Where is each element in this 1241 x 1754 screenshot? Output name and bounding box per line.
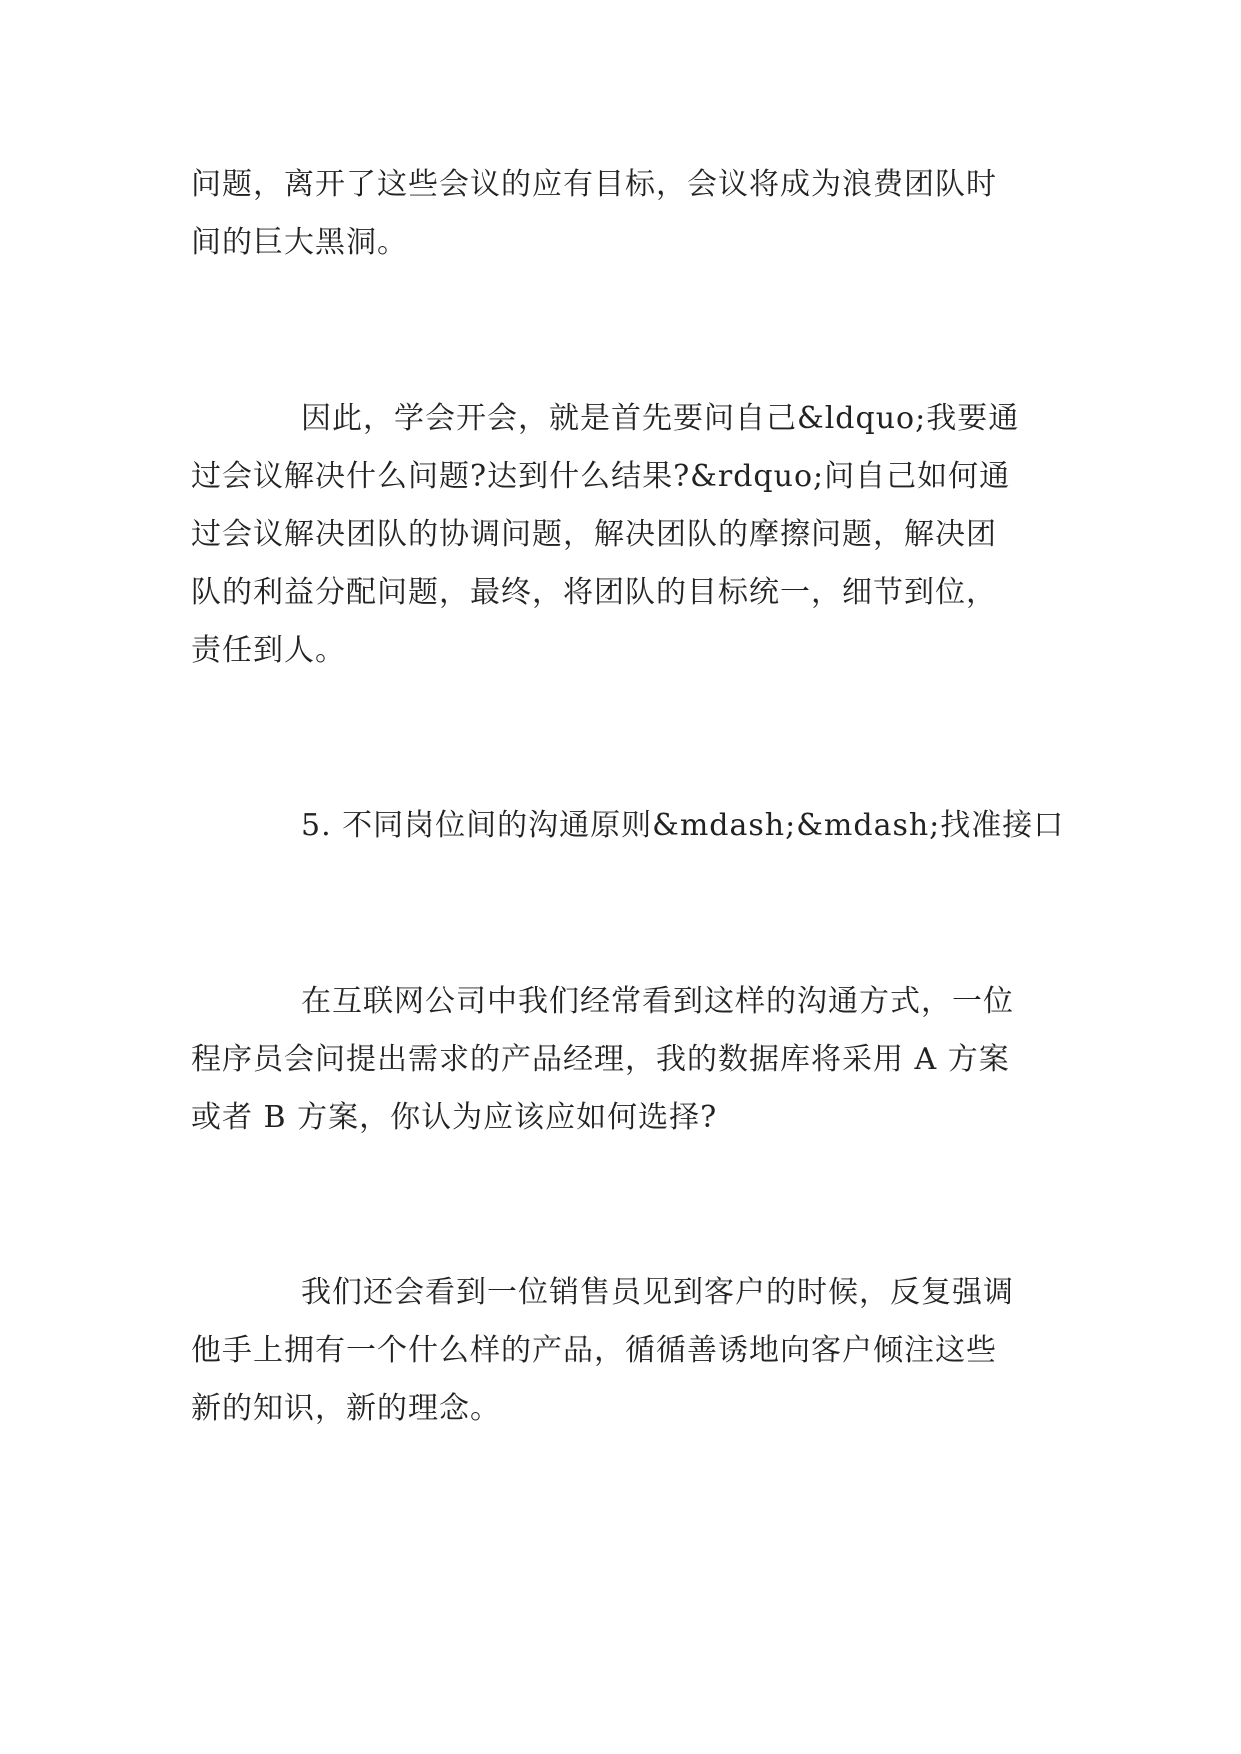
paragraph-line: 间的巨大黑洞。 — [191, 225, 408, 260]
paragraph-line: 因此，学会开会，就是首先要问自己&ldquo;我要通 — [301, 401, 1020, 436]
paragraph-line: 在互联网公司中我们经常看到这样的沟通方式，一位 — [301, 984, 1014, 1019]
paragraph-line: 责任到人。 — [191, 633, 346, 668]
paragraph-line: 新的知识，新的理念。 — [191, 1391, 501, 1426]
paragraph-line: 他手上拥有一个什么样的产品，循循善诱地向客户倾注这些 — [191, 1333, 997, 1368]
paragraph-line: 或者 B 方案，你认为应该应如何选择? — [191, 1100, 718, 1135]
paragraph-line: 程序员会问提出需求的产品经理，我的数据库将采用 A 方案 — [191, 1042, 1010, 1077]
section-heading: 5. 不同岗位间的沟通原则&mdash;&mdash;找准接口 — [301, 808, 1065, 843]
paragraph-line: 过会议解决什么问题?达到什么结果?&rdquo;问自己如何通 — [191, 459, 1011, 494]
paragraph-line: 过会议解决团队的协调问题，解决团队的摩擦问题，解决团 — [191, 517, 997, 552]
paragraph-line: 问题，离开了这些会议的应有目标，会议将成为浪费团队时 — [191, 167, 997, 202]
paragraph-line: 我们还会看到一位销售员见到客户的时候，反复强调 — [301, 1275, 1014, 1310]
paragraph-line: 队的利益分配问题，最终，将团队的目标统一，细节到位， — [191, 575, 997, 610]
